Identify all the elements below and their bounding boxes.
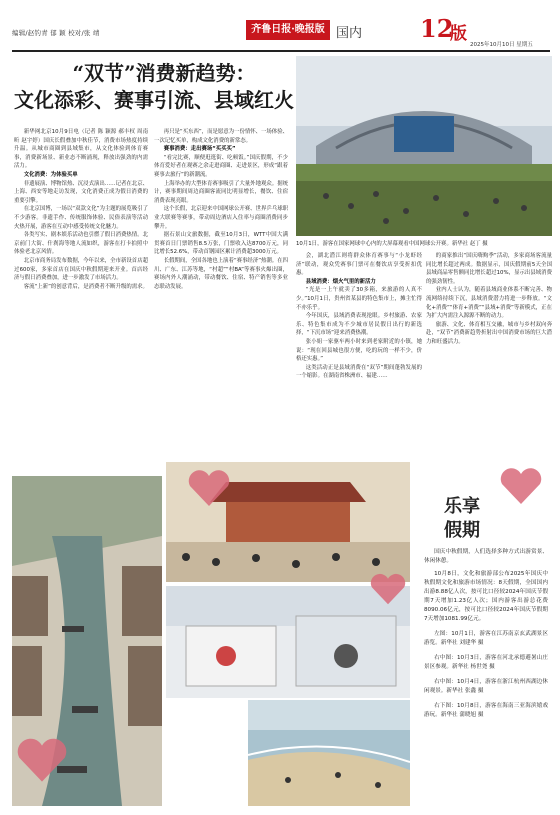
page-unit: 版 [450, 24, 467, 44]
issue-date: 2025年10月10日 星期五 [470, 42, 533, 48]
sidebar-body [424, 548, 548, 720]
beach-illustration [248, 700, 410, 806]
article-subhead: 赛事消费：走出赛场“买买买” [163, 146, 236, 153]
sidebar-paragraph: 右下图：10月8日，游客在海南三亚海滨嬉戏游玩。新华社 蒲晓旭 摄 [424, 703, 548, 718]
article-paragraph: 客流“上新”的创意背后，是消费者不断升级的需求。 [23, 283, 148, 290]
article-paragraph: 上海举办的大型体育赛事吸引了大量外地观众。据统计，赛事期间周边商圈客流同比明显增长，餐饮、住宿消费表现亮眼。 [154, 180, 288, 204]
article-paragraph: 新华网北京10月9日电（记者 陈 颖源 郝丰权 周南昕 赵宇婷）国庆长假叠加中秋佳节，消费市场热度持续升温。从城市商圈到县域集市，从文化体验到体育赛事，消费新场景、新业态不断涌现，释放出强劲的内需活力。 [14, 129, 148, 170]
article-paragraph: 旅游、文化、体育相互交融，城市与乡村双向奔赴，“双节”消费新趋势折射出中国消费市场的巨大潜力和旺盛活力。 [426, 321, 552, 345]
stadium-illustration [296, 56, 552, 236]
article-paragraph: “光是一上午就卖了30多箱，来旅游的人真不少。”10月1日，贵州省某县的特色集市上，摊主忙得不亦乐乎。 [296, 287, 422, 311]
article-paragraph: 这个长假，北京迎来中国网球公开赛、世界乒乓球职业大联赛等赛事，带动周边酒店入住率与商圈消费同步攀升。 [154, 206, 288, 230]
section-name: 国内 [336, 26, 363, 41]
stadium-photo [296, 56, 552, 236]
sidebar-paragraph: 左图：10月1日，游客在江苏南京玄武湖景区游览。新华社 刘建华 摄 [424, 631, 548, 646]
header-rule [12, 50, 550, 52]
sidebar-paragraph: 右中图：10月4日，游客在浙江杭州西湖边休闲观景。新华社 张鑫 摄 [424, 679, 548, 694]
article-paragraph: “看完比赛，顺便逛逛街、吃顿饭。”国庆假期，不少体育爱好者在观赛之余走进商圈、走进景区，形成“跟着赛事去旅行”的新潮流。 [154, 154, 288, 178]
article-column-4 [426, 252, 552, 468]
sidebar-box [416, 470, 552, 810]
article-paragraph: 在北京国博，一场以“双款文化”为主题的展览吸引了不少游客。非遗手作、传统服饰体验、民俗表演等活动火热开展，游客在互动中感受传统文化魅力。 [14, 206, 148, 230]
sidebar-paragraph: 右中图：10月3日，游客在河北承德避暑山庄景区参观。新华社 杨世尧 摄 [424, 655, 548, 670]
beach-photo [248, 700, 410, 806]
heart-icon [186, 468, 232, 508]
page-number: 12 [420, 14, 454, 43]
heart-icon [368, 572, 408, 606]
article-paragraph: 长假期间，全国各地也上演着“赛事经济”热潮。在四川、广东、江苏等地，“村超”“村BA”等赛事火爆出圈，赛场内外人潮涌动，带动餐饮、住宿、特产销售等多业态联动发展。 [154, 257, 288, 290]
sidebar-title-2: 假期 [444, 520, 480, 541]
article-paragraph: 会，湖北潜江则将群众体育赛事与“小龙虾经济”联动，观众凭赛事门票可在餐饮店享受折扣优惠。 [296, 253, 422, 277]
article-paragraph: 非遗展演、博物馆热、沉浸式演出……记者在北京、上海、西安等地走访发现，文化消费正成为假日消费的重要引擎。 [14, 180, 148, 204]
article-subhead: 文化消费：为体验买单 [23, 171, 78, 178]
article-paragraph: 业内人士认为，随着县域商业体系不断完善、物流网络持续下沉，县域消费潜力将进一步释放。“文化+消费”“体育+消费”“县域+消费”等新模式，正在为扩大内需注入源源不断的动力。 [426, 287, 552, 320]
article-paragraph: 张小姐一家驱车两小时来到老家附近的小镇，她说：“现在回县城也很方便，吃的玩的一样不少，价格还实惠。” [296, 338, 422, 363]
photo-caption: 10月1日，游客在国家网球中心内的大屏幕观看中国网球公开赛。新华社 赵丁 摄 [296, 241, 488, 247]
article-paragraph: 的商家推出“国庆嗨购季”活动，多家商场客流量同比增长超过两成。数据显示，国庆假期前5天全国县域商品零售额同比增长超过10%，显示出县域消费的强劲韧性。 [426, 253, 552, 285]
article-column-3 [296, 252, 422, 468]
sidebar-title-1: 乐享 [444, 496, 480, 517]
article-paragraph: 今年国庆，县域消费表现抢眼。乡村旅游、农家乐、特色集市成为不少城市居民假日出行的新选择，“下沉市场”迎来消费热潮。 [296, 313, 422, 337]
article-paragraph: 各类写实、剧本娱乐活动也引燃了假日消费热情。北京前门大街、什刹海等地人流如织，游客在打卡拍照中体验老北京风情。 [14, 232, 148, 256]
article-paragraph: 北京市商务局发布数据，今年以来，全市新设首店超过600家，多家首店在国庆中秋假期迎来开业。首店经济与假日消费叠加，进一步激发了市场活力。 [14, 257, 148, 282]
article-paragraph: 这类活动正是县域消费在“双节”期间蓬勃发展的一个缩影。在湖南省株洲市、福建…… [296, 364, 422, 380]
sidebar-paragraph: 10月8日，文化和旅游部公布2025年国庆中秋假期文化和旅游市场情况：8天假期，全国国内出游8.88亿人次，按可比口径较2024年国庆节假期7天增加1.23亿人次；国内游客出游总花费8090.06亿元，按可比口径较2024年国庆节假期7天增加1081.99亿元。 [424, 571, 548, 622]
headline [14, 60, 294, 114]
sidebar-paragraph: 国庆中秋假期，人们选择多种方式出游赏景、休闲休憩。 [424, 549, 548, 564]
headline-line-1: “双节”消费新趋势： [72, 61, 256, 85]
article-subhead: 县域消费：烟火气里的新活力 [305, 278, 376, 285]
article-paragraph: 再只是“买东西”，而是愿意为一份情怀、一场体验、一次记忆买单，构成文化消费的新常态。 [154, 129, 288, 144]
article-paragraph: 据石景山文旅数据，截至10月3日，WTT中国大满贯赛首日门票销售8.5万张，门票收入达8700万元，同比增长52.6%，带动首钢园区累计消费超3000万元。 [154, 232, 288, 256]
heart-icon [14, 736, 70, 784]
masthead-logo: 齐鲁日报·晚报版 [246, 20, 330, 40]
article-column-1 [14, 128, 148, 468]
article-column-2 [154, 128, 288, 468]
headline-line-2: 文化添彩、赛事引流、县域红火 [14, 88, 294, 112]
editor-credits: 编辑/赵钓青 郁 颖 校对/张 靖 [12, 29, 100, 37]
